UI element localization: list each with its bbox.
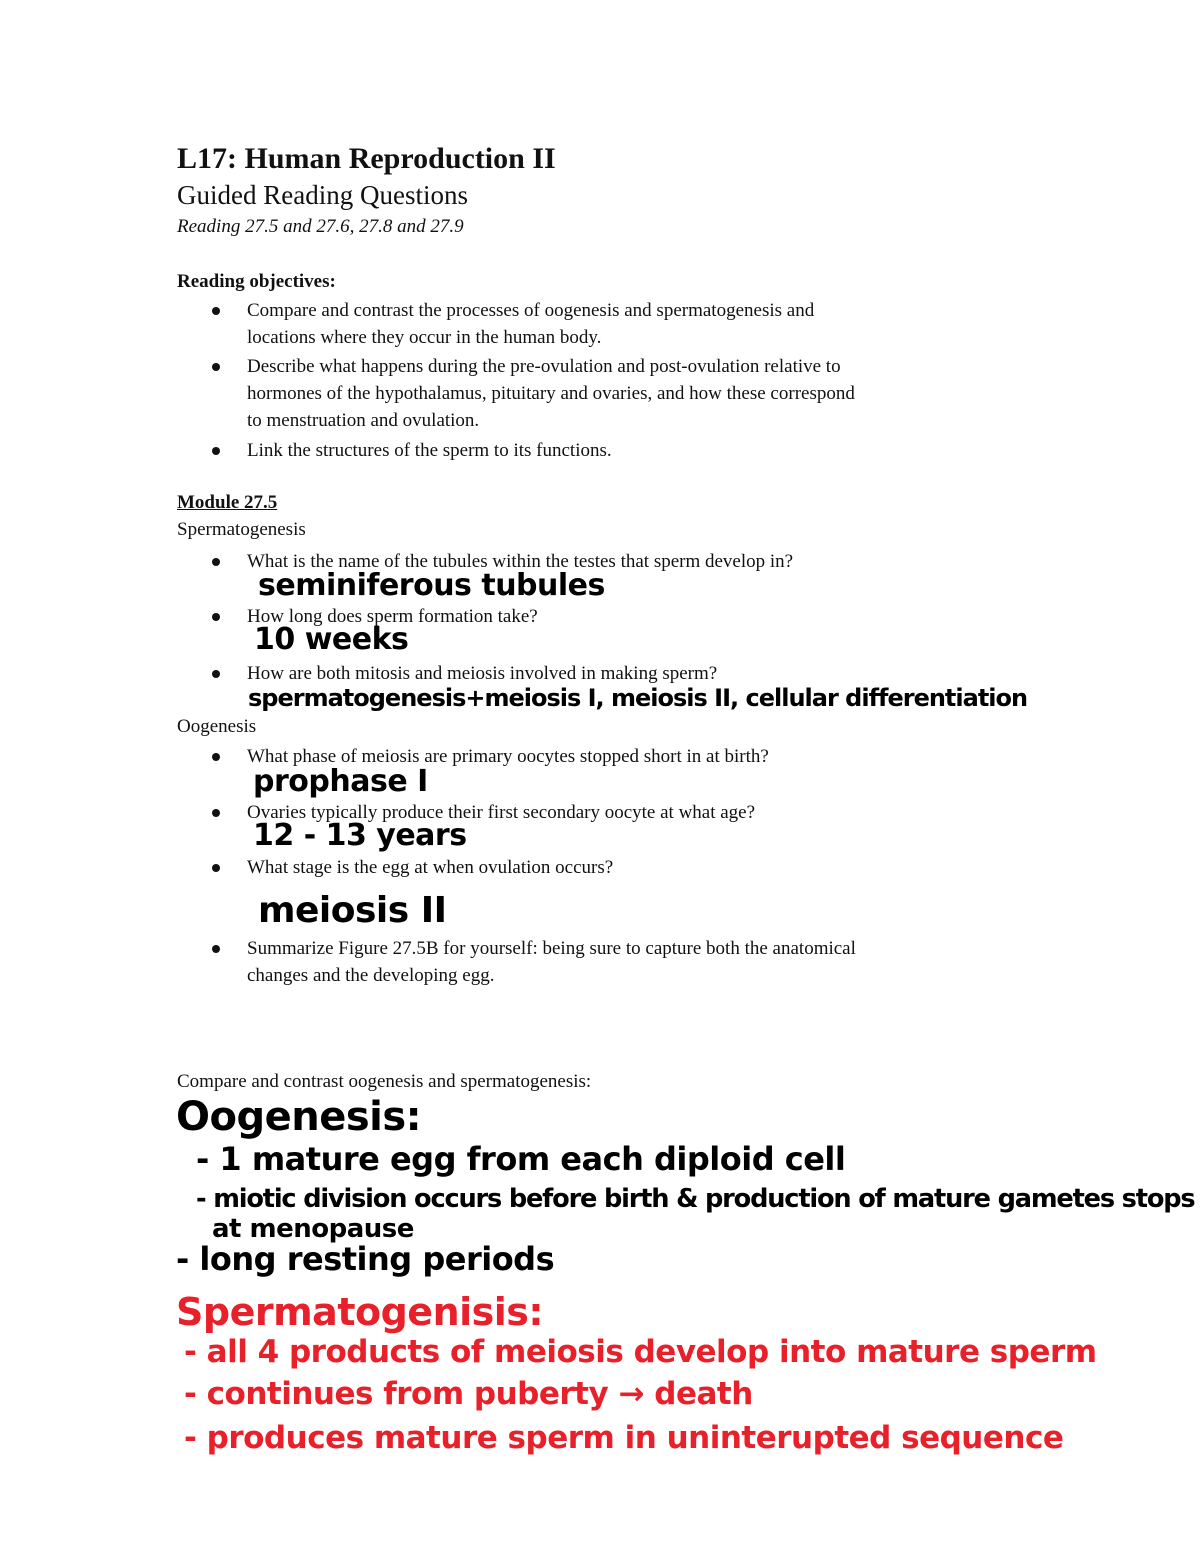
objective-line: locations where they occur in the human body. <box>247 327 602 348</box>
question-text: What phase of meiosis are primary oocytes stopped short in at birth? <box>247 746 769 767</box>
spermatogenesis-note: - produces mature sperm in uninterupted sequence <box>184 1420 1064 1456</box>
bullet-icon <box>212 363 220 371</box>
oogenesis-heading: Oogenesis <box>177 716 257 737</box>
spermatogenesis-note: - all 4 products of meiosis develop into mature sperm <box>184 1334 1097 1370</box>
compare-prompt: Compare and contrast oogenesis and spermatogenesis: <box>177 1071 592 1092</box>
question-text <box>247 935 856 989</box>
oogenesis-note: - long resting periods <box>176 1240 555 1278</box>
bullet-icon <box>212 613 220 621</box>
handwritten-answer: spermatogenesis+meiosis I, meiosis II, cellular differentiation <box>248 684 1028 712</box>
objective-line: Link the structures of the sperm to its functions. <box>247 440 612 461</box>
handwritten-answer: 10 weeks <box>254 622 409 657</box>
oogenesis-note: - 1 mature egg from each diploid cell <box>196 1140 846 1178</box>
question-text: How long does sperm formation take? <box>247 606 538 627</box>
objective-line: to menstruation and ovulation. <box>247 410 480 431</box>
question-text: What is the name of the tubules within the testes that sperm develop in? <box>247 551 794 572</box>
question-line: changes and the developing egg. <box>247 965 495 986</box>
spermatogenesis-heading: Spermatogenesis <box>177 519 306 540</box>
objective-line: hormones of the hypothalamus, pituitary and ovaries, and how these correspond <box>247 383 855 404</box>
handwritten-answer: prophase I <box>253 764 428 799</box>
bullet-icon <box>212 753 220 761</box>
bullet-icon <box>212 558 220 566</box>
question-line: Summarize Figure 27.5B for yourself: being sure to capture both the anatomical <box>247 938 856 959</box>
objectives-heading: Reading objectives: <box>177 271 336 292</box>
question-text: What stage is the egg at when ovulation occurs? <box>247 857 614 878</box>
question-text: How are both mitosis and meiosis involved in making sperm? <box>247 663 718 684</box>
oogenesis-note: at menopause <box>212 1214 414 1244</box>
page-subtitle: Guided Reading Questions <box>177 180 468 210</box>
reading-assignment: Reading 27.5 and 27.6, 27.8 and 27.9 <box>177 216 464 237</box>
oogenesis-notes-title: Oogenesis: <box>176 1094 422 1140</box>
handwritten-answer: meiosis II <box>258 890 447 931</box>
spermatogenesis-notes-title: Spermatogenisis: <box>176 1290 544 1334</box>
question-text: Ovaries typically produce their first secondary oocyte at what age? <box>247 802 756 823</box>
objective-line: Compare and contrast the processes of oogenesis and spermatogenesis and <box>247 300 815 321</box>
objective-item <box>247 353 855 434</box>
bullet-icon <box>212 307 220 315</box>
handwritten-answer: seminiferous tubules <box>258 568 605 603</box>
handwritten-answer: 12 - 13 years <box>253 818 467 853</box>
page-title: L17: Human Reproduction II <box>177 142 556 175</box>
module-title: Module 27.5 <box>177 492 278 513</box>
spermatogenesis-note: - continues from puberty → death <box>184 1376 753 1412</box>
objective-line: Describe what happens during the pre-ovulation and post-ovulation relative to <box>247 356 841 377</box>
oogenesis-note: - miotic division occurs before birth & production of mature gametes stops <box>196 1184 1195 1214</box>
objective-item <box>247 437 612 464</box>
bullet-icon <box>212 670 220 678</box>
bullet-icon <box>212 447 220 455</box>
objective-item <box>247 297 814 351</box>
bullet-icon <box>212 864 220 872</box>
bullet-icon <box>212 809 220 817</box>
bullet-icon <box>212 945 220 953</box>
